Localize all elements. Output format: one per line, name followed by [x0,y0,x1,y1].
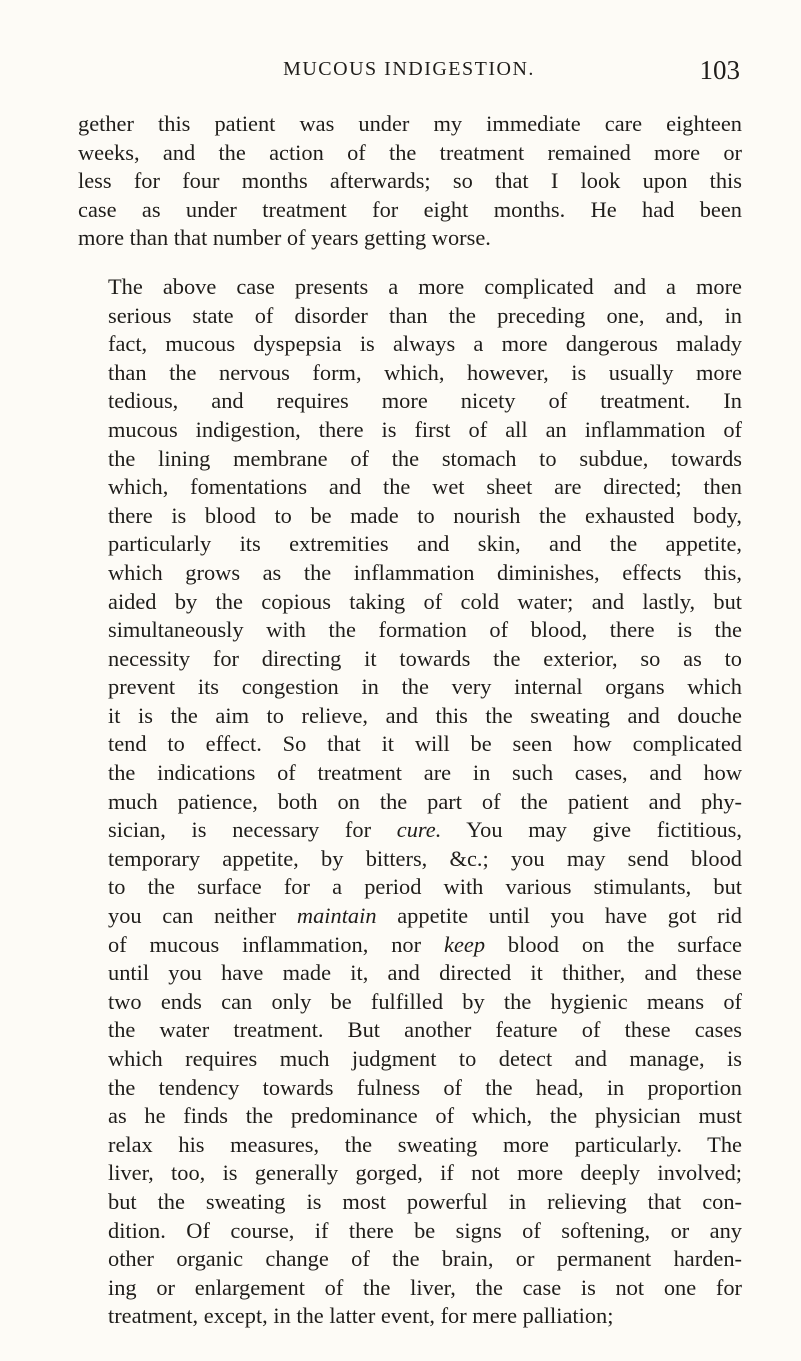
text-line: of mucous inflammation, nor keep blood on the surface [108,931,742,957]
text-line: the indications of treatment are in such cases, and how [108,760,742,786]
text-line: less for four months afterwards; so that I look upon this [78,168,742,194]
text-line: temporary appetite, by bitters, &c.; you may send blood [108,845,742,871]
text-line: ing or enlargement of the liver, the case is not one for [108,1274,742,1300]
text-line: you can neither maintain appetite until you have got rid [108,903,742,929]
text-line: the lining membrane of the stomach to subdue, towards [108,445,742,471]
page-number: 103 [699,55,740,85]
text-line: dition. Of course, if there be signs of softening, or any [108,1217,742,1243]
text-line: more than that number of years getting worse. [78,225,491,251]
text-line: tend to effect. So that it will be seen how complicated [108,731,742,757]
text-line: to the surface for a period with various stimulants, but [108,874,742,900]
text-line: serious state of disorder than the preceding one, and, in [108,302,742,328]
text-line: liver, too, is generally gorged, if not more deeply involved; [108,1160,742,1186]
text-line: which grows as the inflammation diminishes, effects this, [108,559,742,585]
text-line: aided by the copious taking of cold water; and lastly, but [108,588,742,614]
body-text [78,110,742,1331]
text-line: which requires much judgment to detect and manage, is [108,1046,742,1071]
text-line: simultaneously with the formation of blood, there is the [108,617,742,643]
text-line: fact, mucous dyspepsia is always a more dangerous malady [108,331,742,357]
text-line: two ends can only be fulfilled by the hygienic means of [108,988,742,1014]
text-line: much patience, both on the part of the patient and phy- [108,788,742,814]
text-line: case as under treatment for eight months. He had been [78,196,742,222]
text-line: gether this patient was under my immediate care eighteen [78,111,742,136]
text-line: treatment, except, in the latter event, for mere palliation; [108,1303,614,1329]
text-line: relax his measures, the sweating more particularly. The [108,1131,742,1157]
text-line: other organic change of the brain, or permanent harden- [108,1246,742,1272]
text-line: which, fomentations and the wet sheet are directed; then [108,474,742,500]
text-line: mucous indigestion, there is first of all an inflammation of [108,416,742,442]
text-line: there is blood to be made to nourish the exhausted body, [108,502,742,528]
text-line: necessity for directing it towards the exterior, so as to [108,645,742,671]
text-line: the tendency towards fulness of the head, in proportion [108,1074,742,1100]
paragraph [78,273,742,1331]
text-line: the water treatment. But another feature of these cases [108,1017,742,1043]
text-line: weeks, and the action of the treatment remained more or [78,139,742,165]
text-line: sician, is necessary for cure. You may give fictitious, [108,817,742,843]
text-line: but the sweating is most powerful in relieving that con- [108,1188,742,1214]
text-line: particularly its extremities and skin, and the appetite, [108,531,742,557]
text-line: than the nervous form, which, however, is usually more [108,359,742,385]
text-line: as he finds the predominance of which, the physician must [108,1103,742,1129]
paragraph [78,110,742,253]
text-line: it is the aim to relieve, and this the sweating and douche [108,702,742,728]
running-head [78,55,740,92]
text-line: tedious, and requires more nicety of treatment. In [108,388,742,414]
running-title: MUCOUS INDIGESTION. [283,58,535,80]
text-line: The above case presents a more complicated and a more [108,273,742,299]
text-line: prevent its congestion in the very internal organs which [108,674,742,700]
text-line: until you have made it, and directed it thither, and these [108,960,742,986]
